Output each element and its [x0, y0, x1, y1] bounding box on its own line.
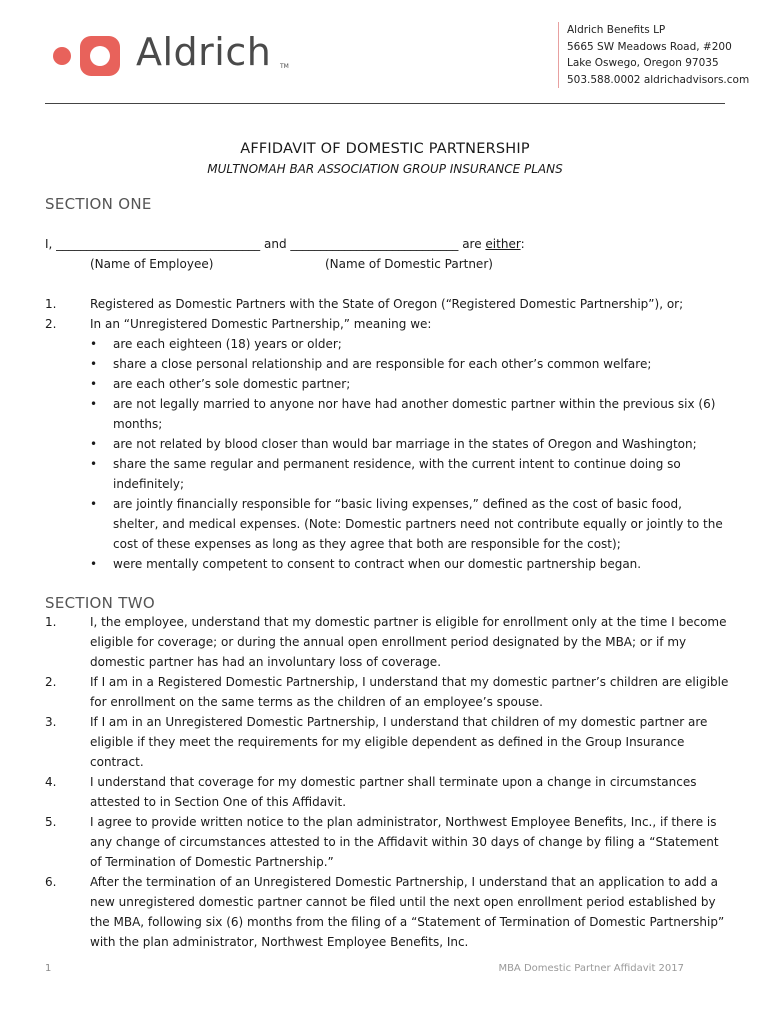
bullet-icon: • — [90, 437, 98, 451]
list-item: I, the employee, understand that my domestic partner is eligible for enrollment only at the time I become eligible for coverage; or during the annual open enrollment period designated by the MBA; or if my domestic partner has had an involuntary loss of coverage. — [90, 615, 727, 669]
bullet-item: were mentally competent to consent to contract when our domestic partnership began. — [113, 557, 642, 571]
footer-document-name: MBA Domestic Partner Affidavit 2017 — [498, 963, 684, 974]
either-word: either — [485, 237, 521, 251]
document-title: AFFIDAVIT OF DOMESTIC PARTNERSHIP — [240, 141, 530, 157]
list-number: 2. — [45, 317, 57, 331]
aldrich-logo — [52, 34, 132, 78]
bullet-icon: • — [90, 397, 98, 411]
address-line: 5665 SW Meadows Road, #200 — [567, 40, 732, 53]
list-number: 5. — [45, 815, 57, 829]
logo-wordmark: Aldrich — [136, 30, 272, 74]
list-item: Registered as Domestic Partners with the State of Oregon (“Registered Domestic Partnership”), or; — [90, 297, 684, 311]
list-number: 6. — [45, 875, 57, 889]
section-one-heading: SECTION ONE — [45, 195, 152, 213]
list-item: If I am in an Unregistered Domestic Partnership, I understand that children of my domestic partner are eligible if they meet the requirements for my eligible dependent as defined in the Group Insurance contract. — [90, 715, 708, 769]
page-number: 1 — [45, 963, 52, 974]
list-number: 4. — [45, 775, 57, 789]
list-item: If I am in a Registered Domestic Partnership, I understand that my domestic partner’s children are eligible for enrollment on the same terms as the children of an employee’s spouse. — [90, 675, 729, 709]
either-colon: : — [520, 237, 525, 251]
list-number: 2. — [45, 675, 57, 689]
bullet-icon: • — [90, 377, 98, 391]
list-item: After the termination of an Unregistered Domestic Partnership, I understand that an application to add a new unregistered domestic partner cannot be filed until the next open enrollment period established by the MBA, following six (6) months from the filing of a “Statement of Termination of Domestic Partnership” with the plan administrator, Northwest Employee Benefits, Inc. — [90, 875, 725, 949]
bullet-item: are each eighteen (18) years or older; — [113, 337, 342, 351]
bullet-icon: • — [90, 337, 98, 351]
names-line — [45, 234, 745, 254]
list-item: I agree to provide written notice to the plan administrator, Northwest Employee Benefits, Inc., if there is any change of circumstances attested to in the Affidavit within 30 days of change by filing a “Statement of Termination of Domestic Partnership.” — [90, 815, 719, 869]
company-address — [558, 22, 749, 88]
address-line: Lake Oswego, Oregon 97035 — [567, 57, 719, 69]
employee-name-label: (Name of Employee) — [90, 257, 214, 271]
bullet-item: are not related by blood closer than would bar marriage in the states of Oregon and Washington; — [113, 437, 697, 451]
list-item: I understand that coverage for my domestic partner shall terminate upon a change in circumstances attested to in Section One of this Affidavit. — [90, 775, 697, 809]
address-line: Aldrich Benefits LP — [567, 24, 666, 36]
bullet-item: are not legally married to anyone nor have had another domestic partner within the previous six (6) months; — [113, 397, 716, 431]
bullet-item: share the same regular and permanent residence, with the current intent to continue doing so indefinitely; — [113, 457, 681, 491]
bullet-icon: • — [90, 557, 98, 571]
list-number: 3. — [45, 715, 57, 729]
bullet-icon: • — [90, 457, 98, 471]
section-two-heading: SECTION TWO — [45, 594, 155, 612]
header-divider — [45, 103, 725, 104]
bullet-item: are jointly financially responsible for “basic living expenses,” defined as the cost of basic food, shelter, and medical expenses. (Note: Domestic partners need not contribute equally or jointly to the cost of these expenses as long as they agree that both are responsible for the cost); — [113, 497, 723, 551]
bullet-icon: • — [90, 497, 98, 511]
bullet-item: share a close personal relationship and are responsible for each other’s common welfare; — [113, 357, 652, 371]
bullet-item: are each other’s sole domestic partner; — [113, 377, 351, 391]
logo-dot — [53, 47, 71, 65]
bullet-icon: • — [90, 357, 98, 371]
list-item: In an “Unregistered Domestic Partnership,” meaning we: — [90, 317, 432, 331]
logo-inner-circle — [90, 46, 110, 66]
list-number: 1. — [45, 615, 57, 629]
document-subtitle: MULTNOMAH BAR ASSOCIATION GROUP INSURANCE PLANS — [207, 162, 563, 176]
list-number: 1. — [45, 297, 57, 311]
logo-trademark: TM — [280, 63, 289, 70]
names-blank-text: I, __________________________________ and ____________________________ are — [45, 237, 486, 251]
address-line: 503.588.0002 aldrichadvisors.com — [567, 73, 750, 86]
partner-name-label: (Name of Domestic Partner) — [325, 257, 493, 271]
